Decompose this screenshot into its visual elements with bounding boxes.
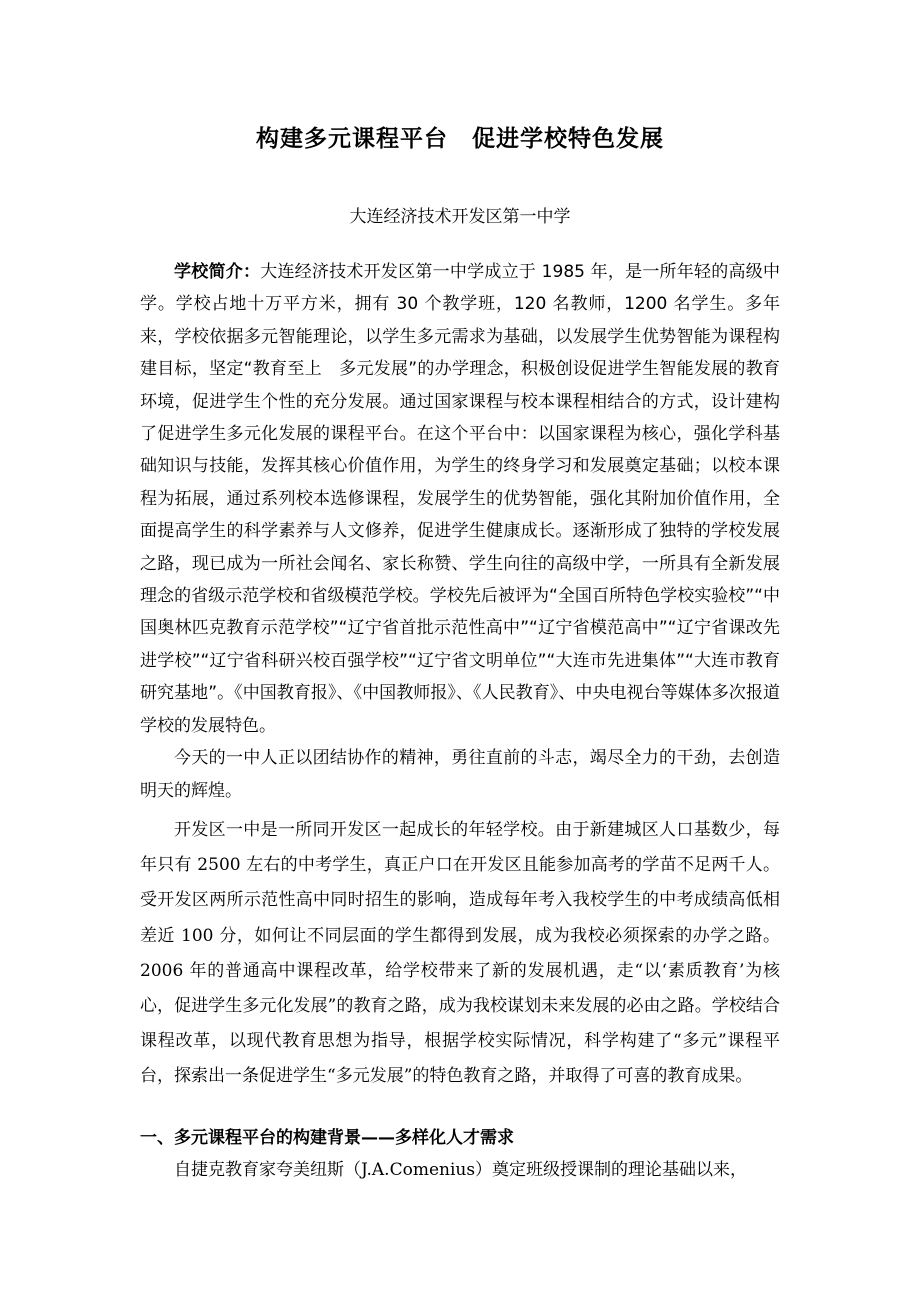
- intro-paragraph: [140, 256, 780, 742]
- closing-paragraph: 今天的一中人正以团结协作的精神，勇往直前的斗志，竭尽全力的干劲，去创造明天的辉煌。: [140, 748, 780, 801]
- section-heading: 一、多元课程平台的构建背景——多样化人才需求: [140, 1128, 514, 1148]
- page-title: 构建多元课程平台 促进学校特色发展: [256, 126, 664, 152]
- body-section: [140, 813, 780, 1095]
- intro-label: 学校简介：: [174, 262, 261, 282]
- intro-text: 大连经济技术开发区第一中学成立于 1985 年，是一所年轻的高级中学。学校占地十万平方米，拥有 30 个教学班，120 名教师，1200 名学生。多年来，学校依据多元智能理论，以学生多元需求为基础，以发展学生优势智能为课程构建目标，坚定“教育至上 多元发展”的办学理念，积极创设促进学生智能发展的教育环境，促进学生个性的充分发展。通过国家课程与校本课程相结合的方式，设计建构了促进学生多元化发展的课程平台。在这个平台中：以国家课程为核心，强化学科基础知识与技能，发挥其核心价值作用，为学生的终身学习和发展奠定基础；以校本课程为拓展，通过系列校本选修课程，发展学生的优势智能，强化其附加价值作用，全面提高学生的科学素养与人文修养，促进学生健康成长。逐渐形成了独特的学校发展之路，现已成为一所社会闻名、家长称赞、学生向往的高级中学，一所具有全新发展理念的省级示范学校和省级模范学校。学校先后被评为“全国百所特色学校实验校”“中国奥林匹克教育示范学校”“辽宁省首批示范性高中”“辽宁省模范高中”“辽宁省课改先进学校”“辽宁省科研兴校百强学校”“辽宁省文明单位”“大连市先进集体”“大连市教育研究基地”。《中国教育报》、《中国教师报》、《人民教育》、中央电视台等媒体多次报道学校的发展特色。: [140, 262, 780, 736]
- author-line: 大连经济技术开发区第一中学: [349, 207, 571, 227]
- section-body: [140, 1154, 780, 1186]
- body-paragraph: 开发区一中是一所同开发区一起成长的年轻学校。由于新建城区人口基数少，每年只有 2500 左右的中考学生，真正户口在开发区且能参加高考的学苗不足两千人。受开发区两所示范性高中同时招生的影响，造成每年考入我校学生的中考成绩高低相差近 100 分，如何让不同层面的学生都得到发展，成为我校必须探索的办学之路。2006 年的普通高中课程改革，给学校带来了新的发展机遇，走“以‘素质教育’为核心，促进学生多元化发展”的教育之路，成为我校谋划未来发展的必由之路。学校结合课程改革，以现代教育思想为指导，根据学校实际情况，科学构建了“多元”课程平台，探索出一条促进学生“多元发展”的特色教育之路，并取得了可喜的教育成果。: [140, 820, 780, 1087]
- section-first-line: 自捷克教育家夸美纽斯（J.A.Comenius）奠定班级授课制的理论基础以来，: [174, 1160, 748, 1180]
- intro-section: [140, 256, 780, 807]
